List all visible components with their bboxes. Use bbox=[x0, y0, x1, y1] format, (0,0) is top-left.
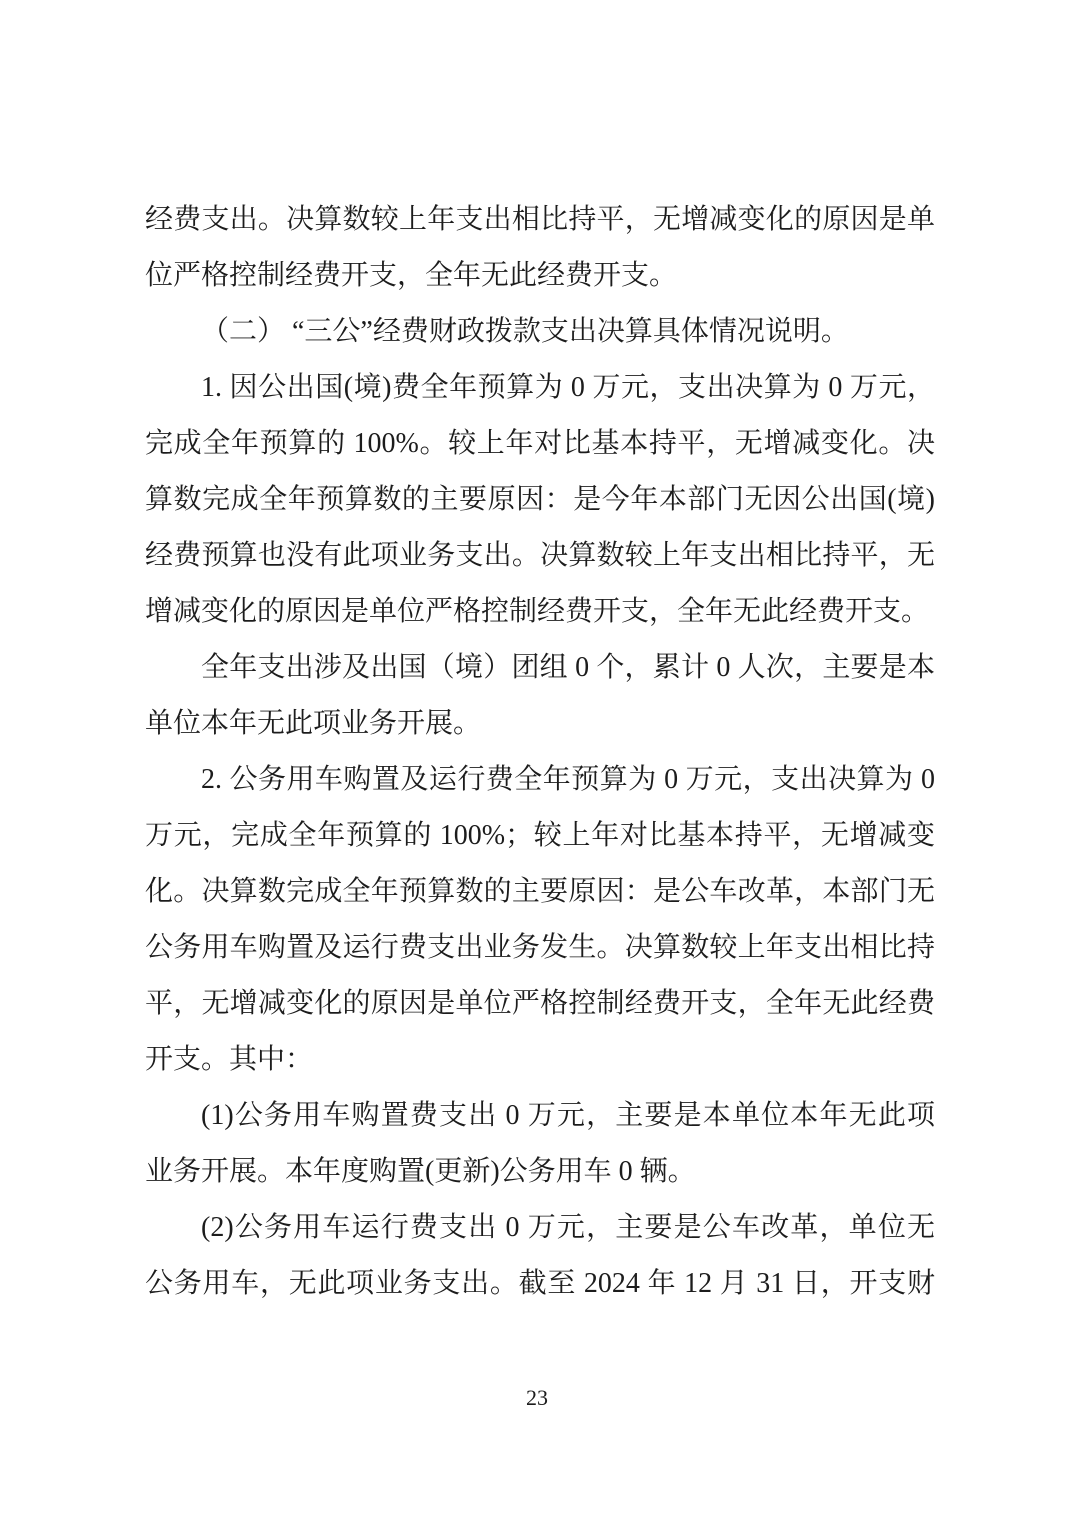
text-line: 经费预算也没有此项业务支出。决算数较上年支出相比持平，无 bbox=[145, 540, 935, 571]
text-line: 增减变化的原因是单位严格控制经费开支，全年无此经费开支。 bbox=[145, 596, 930, 627]
text-line: 化。决算数完成全年预算数的主要原因：是公车改革，本部门无 bbox=[145, 876, 935, 907]
text-line: 业务开展。本年度购置(更新)公务用车 0 辆。 bbox=[145, 1156, 696, 1187]
text-line: 算数完成全年预算数的主要原因：是今年本部门无因公出国(境) bbox=[145, 484, 935, 515]
section-heading: （二） “三公”经费财政拨款支出决算具体情况说明。 bbox=[201, 316, 849, 347]
text-block bbox=[145, 192, 935, 1312]
text-line: 开支。其中： bbox=[145, 1044, 314, 1075]
text-line: 全年支出涉及出国（境）团组 0 个，累计 0 人次，主要是本 bbox=[201, 652, 935, 683]
text-line: 公务用车，无此项业务支出。截至 2024 年 12 月 31 日，开支财 bbox=[145, 1268, 935, 1299]
text-line: 位严格控制经费开支，全年无此经费开支。 bbox=[145, 260, 678, 291]
page-number: 23 bbox=[526, 1385, 548, 1410]
text-line: (1)公务用车购置费支出 0 万元，主要是本单位本年无此项 bbox=[201, 1100, 935, 1131]
text-line: 公务用车购置及运行费支出业务发生。决算数较上年支出相比持 bbox=[145, 932, 935, 963]
text-line: 万元，完成全年预算的 100%；较上年对比基本持平，无增减变 bbox=[145, 820, 935, 851]
text-line: 经费支出。决算数较上年支出相比持平，无增减变化的原因是单 bbox=[145, 204, 935, 235]
text-line: 1. 因公出国(境)费全年预算为 0 万元，支出决算为 0 万元， bbox=[201, 372, 935, 403]
text-line: 完成全年预算的 100%。较上年对比基本持平，无增减变化。决 bbox=[145, 428, 935, 459]
text-line: 2. 公务用车购置及运行费全年预算为 0 万元，支出决算为 0 bbox=[201, 764, 935, 795]
text-line: (2)公务用车运行费支出 0 万元，主要是公车改革，单位无 bbox=[201, 1212, 935, 1243]
text-line: 单位本年无此项业务开展。 bbox=[145, 708, 482, 739]
text-line: 平，无增减变化的原因是单位严格控制经费开支，全年无此经费 bbox=[145, 988, 935, 1019]
